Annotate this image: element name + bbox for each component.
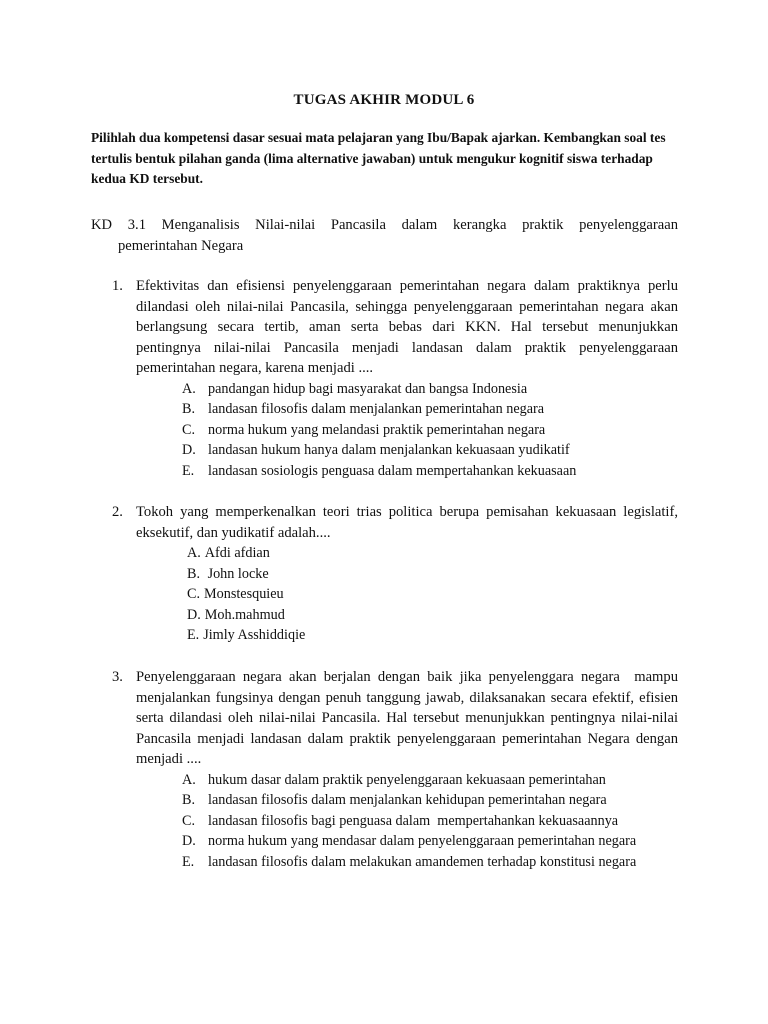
question-text: Tokoh yang memperkenalkan teori trias politica berupa pemisahan kekuasaan legislatif, eksekutif, dan yudikatif adalah.... xyxy=(136,504,678,541)
answer-options xyxy=(112,379,678,482)
option-text: landasan filosofis dalam menjalankan kehidupan pemerintahan negara xyxy=(208,792,607,808)
question-text: Penyelenggaraan negara akan berjalan dengan baik jika penyelenggara negara mampu menjalankan fungsinya dengan penuh tanggung jawab, dilaksanakan secara efektif, efisien serta dilandasi oleh nilai-nilai Pancasila. Hal tersebut menunjukkan pentingnya nilai-nilai Pancasila menjadi landasan dalam praktik penyelenggaraan pemerintahan Negara dengan menjadi .... xyxy=(136,669,682,767)
option-letter: C. xyxy=(182,421,196,438)
option-letter: D. xyxy=(187,606,201,623)
option-text: pandangan hidup bagi masyarakat dan bangsa Indonesia xyxy=(208,380,528,397)
option-letter: A. xyxy=(182,771,196,788)
option-letter: E. xyxy=(182,853,195,870)
option-text: landasan hukum hanya dalam menjalankan kekuasaan yudikatif xyxy=(208,442,570,458)
option-letter: E. xyxy=(182,462,195,479)
option-text: landasan filosofis dalam menjalankan pemerintahan negara xyxy=(208,401,545,417)
option-letter: A. xyxy=(187,545,201,561)
basic-competency-heading xyxy=(91,215,678,256)
option-text: norma hukum yang melandasi praktik pemerintahan negara xyxy=(208,421,546,438)
answer-option-e xyxy=(182,461,678,482)
option-text: Jimly Asshiddiqie xyxy=(203,627,306,643)
option-letter: D. xyxy=(182,833,196,849)
answer-option-e xyxy=(182,852,678,873)
option-text: Moh.mahmud xyxy=(204,606,285,623)
option-letter: A. xyxy=(182,380,196,397)
question-number: 2. xyxy=(112,504,123,520)
option-letter: E. xyxy=(187,627,200,643)
instructions-paragraph: Pilihlah dua kompetensi dasar sesuai mata pelajaran yang Ibu/Bapak ajarkan. Kembangkan soal tes tertulis bentuk pilahan ganda (lima alternative jawaban) untuk mengukur kognitif siswa terhadap kedua KD tersebut. xyxy=(91,130,666,186)
answer-option-b xyxy=(187,564,678,585)
question-text: Efektivitas dan efisiensi penyelenggaraan pemerintahan negara dalam praktiknya perlu dilandasi oleh nilai-nilai Pancasila, sehingga penyelenggaraan pemerintahan negara akan berlangsung secara tertib, aman serta bebas dari KKN. Hal tersebut menunjukkan pentingnya nilai-nilai Pancasila menjadi landasan dalam praktik penyelenggaraan pemerintahan negara, karena menjadi .... xyxy=(136,278,678,376)
answer-option-c xyxy=(182,420,678,441)
answer-option-a xyxy=(187,543,678,564)
question-2 xyxy=(112,502,678,646)
answer-option-a xyxy=(182,770,678,791)
answer-option-d xyxy=(187,605,678,626)
kd-line-1: KD 3.1 Menganalisis Nilai-nilai Pancasila dalam kerangka praktik penyelenggaraan xyxy=(91,217,678,233)
option-text: hukum dasar dalam praktik penyelenggaraan kekuasaan pemerintahan xyxy=(208,771,606,788)
question-number: 1. xyxy=(112,278,123,294)
option-letter: B. xyxy=(187,565,201,582)
option-letter: C. xyxy=(182,812,196,829)
page-title: TUGAS AKHIR MODUL 6 xyxy=(293,92,475,108)
option-text: landasan filosofis dalam melakukan amandemen terhadap konstitusi negara xyxy=(208,853,637,870)
answer-option-d xyxy=(182,440,678,461)
option-letter: D. xyxy=(182,442,196,458)
option-text: Afdi afdian xyxy=(204,545,270,561)
answer-option-b xyxy=(182,399,678,420)
option-letter: C. xyxy=(187,586,201,602)
question-number: 3. xyxy=(112,669,123,685)
answer-option-b xyxy=(182,790,678,811)
option-text: norma hukum yang mendasar dalam penyelenggaraan pemerintahan negara xyxy=(208,833,637,849)
option-text: Monstesquieu xyxy=(204,586,284,602)
kd-line-2: pemerintahan Negara xyxy=(118,237,244,254)
option-letter: B. xyxy=(182,792,196,808)
question-1 xyxy=(112,276,678,481)
answer-options xyxy=(112,543,678,646)
answer-option-c xyxy=(182,811,678,832)
question-3 xyxy=(112,667,682,872)
answer-option-e xyxy=(187,625,678,646)
answer-option-c xyxy=(187,584,678,605)
answer-option-d xyxy=(182,831,678,852)
answer-options xyxy=(112,770,678,873)
option-text: landasan filosofis bagi penguasa dalam mempertahankan kekuasaannya xyxy=(208,812,619,829)
option-letter: B. xyxy=(182,401,196,417)
answer-option-a xyxy=(182,379,678,400)
option-text: landasan sosiologis penguasa dalam mempertahankan kekuasaan xyxy=(208,462,577,479)
option-text: John locke xyxy=(204,565,269,582)
